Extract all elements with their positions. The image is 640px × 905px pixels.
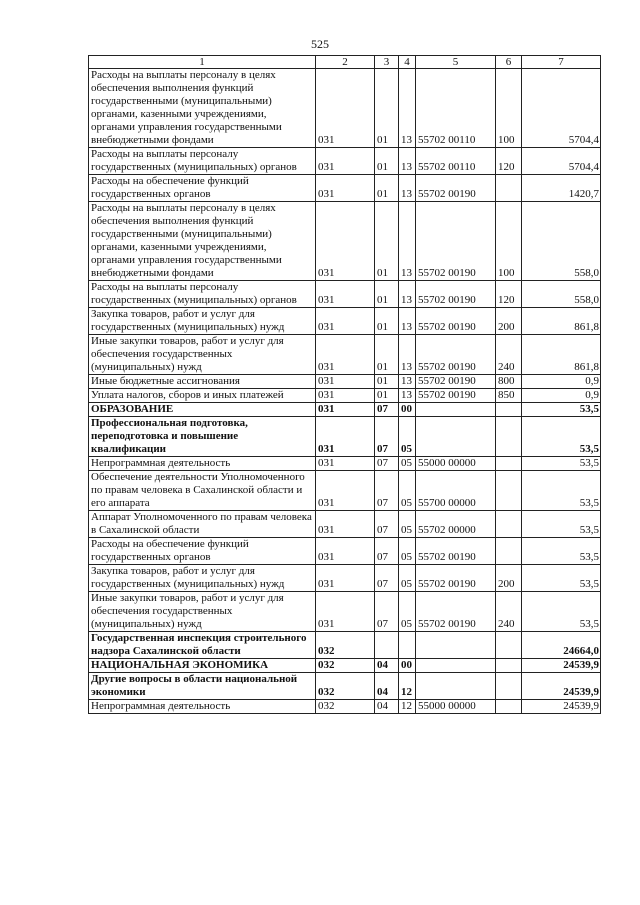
cell-section: 07	[375, 403, 399, 417]
cell-expense-kind	[496, 673, 522, 700]
cell-ministry-code: 031	[316, 389, 375, 403]
cell-target-article: 55702 00000	[416, 511, 496, 538]
cell-target-article	[416, 659, 496, 673]
cell-name: Обеспечение деятельности Уполномоченного по правам человека в Сахалинской области и его аппарата	[89, 471, 316, 511]
cell-subsection: 13	[399, 175, 416, 202]
cell-section: 01	[375, 202, 399, 281]
cell-section: 07	[375, 457, 399, 471]
cell-expense-kind: 800	[496, 375, 522, 389]
column-header-6: 6	[496, 56, 522, 69]
table-row	[89, 69, 601, 148]
column-header-4: 4	[399, 56, 416, 69]
table-row	[89, 417, 601, 457]
cell-name: Расходы на выплаты персоналу государственных (муниципальных) органов	[89, 148, 316, 175]
cell-amount: 53,5	[522, 511, 601, 538]
cell-name: ОБРАЗОВАНИЕ	[89, 403, 316, 417]
table-body	[89, 69, 601, 714]
cell-subsection: 13	[399, 389, 416, 403]
cell-target-article	[416, 632, 496, 659]
cell-subsection: 13	[399, 69, 416, 148]
cell-name: НАЦИОНАЛЬНАЯ ЭКОНОМИКА	[89, 659, 316, 673]
cell-name: Иные закупки товаров, работ и услуг для обеспечения государственных (муниципальных) нужд	[89, 592, 316, 632]
table-row	[89, 700, 601, 714]
cell-section: 01	[375, 308, 399, 335]
table-row	[89, 375, 601, 389]
cell-amount: 24664,0	[522, 632, 601, 659]
cell-ministry-code: 031	[316, 511, 375, 538]
cell-amount: 5704,4	[522, 69, 601, 148]
cell-amount: 24539,9	[522, 659, 601, 673]
cell-target-article: 55702 00190	[416, 375, 496, 389]
cell-amount: 53,5	[522, 457, 601, 471]
column-header-5: 5	[416, 56, 496, 69]
cell-amount: 53,5	[522, 538, 601, 565]
cell-subsection: 13	[399, 281, 416, 308]
cell-section: 04	[375, 700, 399, 714]
table-row	[89, 471, 601, 511]
cell-name: Уплата налогов, сборов и иных платежей	[89, 389, 316, 403]
page-number: 525	[311, 37, 329, 51]
cell-amount: 53,5	[522, 417, 601, 457]
table-row	[89, 335, 601, 375]
cell-subsection: 05	[399, 565, 416, 592]
cell-amount: 1420,7	[522, 175, 601, 202]
cell-target-article	[416, 403, 496, 417]
table-row	[89, 673, 601, 700]
cell-expense-kind: 200	[496, 308, 522, 335]
cell-name: Расходы на обеспечение функций государственных органов	[89, 538, 316, 565]
cell-section: 07	[375, 538, 399, 565]
cell-target-article: 55000 00000	[416, 457, 496, 471]
cell-subsection: 00	[399, 403, 416, 417]
cell-ministry-code: 031	[316, 69, 375, 148]
cell-amount: 861,8	[522, 308, 601, 335]
cell-target-article: 55700 00000	[416, 471, 496, 511]
column-header-2: 2	[316, 56, 375, 69]
cell-ministry-code: 032	[316, 632, 375, 659]
cell-expense-kind	[496, 471, 522, 511]
cell-name: Государственная инспекция строительного надзора Сахалинской области	[89, 632, 316, 659]
cell-target-article: 55702 00190	[416, 281, 496, 308]
cell-expense-kind	[496, 417, 522, 457]
cell-section: 07	[375, 565, 399, 592]
table-row	[89, 592, 601, 632]
cell-subsection: 13	[399, 308, 416, 335]
cell-ministry-code: 031	[316, 281, 375, 308]
cell-section	[375, 632, 399, 659]
cell-subsection: 12	[399, 673, 416, 700]
cell-ministry-code: 031	[316, 592, 375, 632]
cell-name: Расходы на выплаты персоналу в целях обеспечения выполнения функций государственными (муниципальными) органами, казенными учреждениями, органами управления государственными внебюджетными фондами	[89, 202, 316, 281]
cell-ministry-code: 031	[316, 335, 375, 375]
cell-subsection: 13	[399, 375, 416, 389]
cell-target-article	[416, 673, 496, 700]
cell-subsection: 05	[399, 457, 416, 471]
cell-section: 07	[375, 592, 399, 632]
cell-target-article: 55702 00190	[416, 565, 496, 592]
cell-ministry-code: 031	[316, 538, 375, 565]
cell-subsection: 13	[399, 335, 416, 375]
cell-ministry-code: 031	[316, 565, 375, 592]
cell-expense-kind	[496, 659, 522, 673]
cell-amount: 24539,9	[522, 673, 601, 700]
cell-amount: 53,5	[522, 565, 601, 592]
cell-subsection: 00	[399, 659, 416, 673]
cell-expense-kind	[496, 457, 522, 471]
cell-target-article: 55000 00000	[416, 700, 496, 714]
cell-name: Расходы на выплаты персоналу в целях обеспечения выполнения функций государственными (муниципальными) органами, казенными учреждениями, органами управления государственными внебюджетными фондами	[89, 69, 316, 148]
table-row	[89, 457, 601, 471]
cell-amount: 24539,9	[522, 700, 601, 714]
cell-target-article: 55702 00190	[416, 175, 496, 202]
cell-name: Непрограммная деятельность	[89, 457, 316, 471]
cell-expense-kind	[496, 700, 522, 714]
cell-section: 01	[375, 281, 399, 308]
cell-subsection: 12	[399, 700, 416, 714]
cell-section: 01	[375, 389, 399, 403]
cell-amount: 53,5	[522, 471, 601, 511]
cell-amount: 5704,4	[522, 148, 601, 175]
cell-ministry-code: 031	[316, 375, 375, 389]
cell-section: 01	[375, 69, 399, 148]
cell-ministry-code: 031	[316, 308, 375, 335]
cell-subsection: 13	[399, 202, 416, 281]
cell-expense-kind: 850	[496, 389, 522, 403]
table-row	[89, 175, 601, 202]
cell-target-article: 55702 00190	[416, 308, 496, 335]
table-row	[89, 565, 601, 592]
cell-expense-kind: 100	[496, 69, 522, 148]
cell-name: Непрограммная деятельность	[89, 700, 316, 714]
budget-table	[88, 55, 601, 714]
column-header-7: 7	[522, 56, 601, 69]
table-row	[89, 308, 601, 335]
cell-subsection: 05	[399, 417, 416, 457]
cell-section: 07	[375, 511, 399, 538]
cell-subsection	[399, 632, 416, 659]
cell-target-article: 55702 00190	[416, 538, 496, 565]
table-row	[89, 389, 601, 403]
column-header-1: 1	[89, 56, 316, 69]
cell-section: 07	[375, 471, 399, 511]
cell-ministry-code: 031	[316, 417, 375, 457]
cell-name: Аппарат Уполномоченного по правам человека в Сахалинской области	[89, 511, 316, 538]
cell-amount: 53,5	[522, 592, 601, 632]
cell-name: Расходы на обеспечение функций государственных органов	[89, 175, 316, 202]
cell-ministry-code: 031	[316, 175, 375, 202]
cell-target-article: 55702 00110	[416, 69, 496, 148]
cell-expense-kind	[496, 403, 522, 417]
cell-name: Профессиональная подготовка, переподготовка и повышение квалификации	[89, 417, 316, 457]
table-row	[89, 538, 601, 565]
cell-ministry-code: 032	[316, 700, 375, 714]
cell-expense-kind	[496, 511, 522, 538]
cell-section: 01	[375, 148, 399, 175]
cell-section: 04	[375, 659, 399, 673]
cell-ministry-code: 031	[316, 202, 375, 281]
cell-name: Иные закупки товаров, работ и услуг для обеспечения государственных (муниципальных) нужд	[89, 335, 316, 375]
cell-target-article	[416, 417, 496, 457]
cell-section: 01	[375, 175, 399, 202]
cell-expense-kind: 200	[496, 565, 522, 592]
cell-amount: 861,8	[522, 335, 601, 375]
cell-expense-kind: 240	[496, 592, 522, 632]
table-row	[89, 281, 601, 308]
cell-expense-kind	[496, 538, 522, 565]
cell-section: 01	[375, 335, 399, 375]
column-header-3: 3	[375, 56, 399, 69]
table-row	[89, 148, 601, 175]
cell-section: 07	[375, 417, 399, 457]
cell-expense-kind	[496, 632, 522, 659]
cell-name: Другие вопросы в области национальной экономики	[89, 673, 316, 700]
cell-amount: 0,9	[522, 375, 601, 389]
cell-ministry-code: 032	[316, 659, 375, 673]
cell-ministry-code: 031	[316, 148, 375, 175]
cell-amount: 0,9	[522, 389, 601, 403]
cell-subsection: 05	[399, 471, 416, 511]
cell-target-article: 55702 00190	[416, 592, 496, 632]
table-row	[89, 202, 601, 281]
cell-subsection: 05	[399, 511, 416, 538]
table-row	[89, 511, 601, 538]
cell-section: 04	[375, 673, 399, 700]
cell-ministry-code: 031	[316, 471, 375, 511]
cell-name: Закупка товаров, работ и услуг для государственных (муниципальных) нужд	[89, 565, 316, 592]
cell-name: Закупка товаров, работ и услуг для государственных (муниципальных) нужд	[89, 308, 316, 335]
cell-target-article: 55702 00110	[416, 148, 496, 175]
table-row	[89, 403, 601, 417]
cell-subsection: 05	[399, 538, 416, 565]
table-row	[89, 659, 601, 673]
table-header-row	[89, 56, 601, 69]
cell-target-article: 55702 00190	[416, 389, 496, 403]
cell-section: 01	[375, 375, 399, 389]
cell-expense-kind: 120	[496, 281, 522, 308]
table-row	[89, 632, 601, 659]
cell-name: Иные бюджетные ассигнования	[89, 375, 316, 389]
cell-target-article: 55702 00190	[416, 335, 496, 375]
cell-target-article: 55702 00190	[416, 202, 496, 281]
cell-expense-kind: 100	[496, 202, 522, 281]
cell-expense-kind: 120	[496, 148, 522, 175]
cell-expense-kind: 240	[496, 335, 522, 375]
cell-expense-kind	[496, 175, 522, 202]
cell-ministry-code: 031	[316, 403, 375, 417]
cell-amount: 558,0	[522, 202, 601, 281]
cell-subsection: 05	[399, 592, 416, 632]
cell-amount: 53,5	[522, 403, 601, 417]
cell-subsection: 13	[399, 148, 416, 175]
cell-amount: 558,0	[522, 281, 601, 308]
cell-ministry-code: 032	[316, 673, 375, 700]
cell-name: Расходы на выплаты персоналу государственных (муниципальных) органов	[89, 281, 316, 308]
cell-ministry-code: 031	[316, 457, 375, 471]
